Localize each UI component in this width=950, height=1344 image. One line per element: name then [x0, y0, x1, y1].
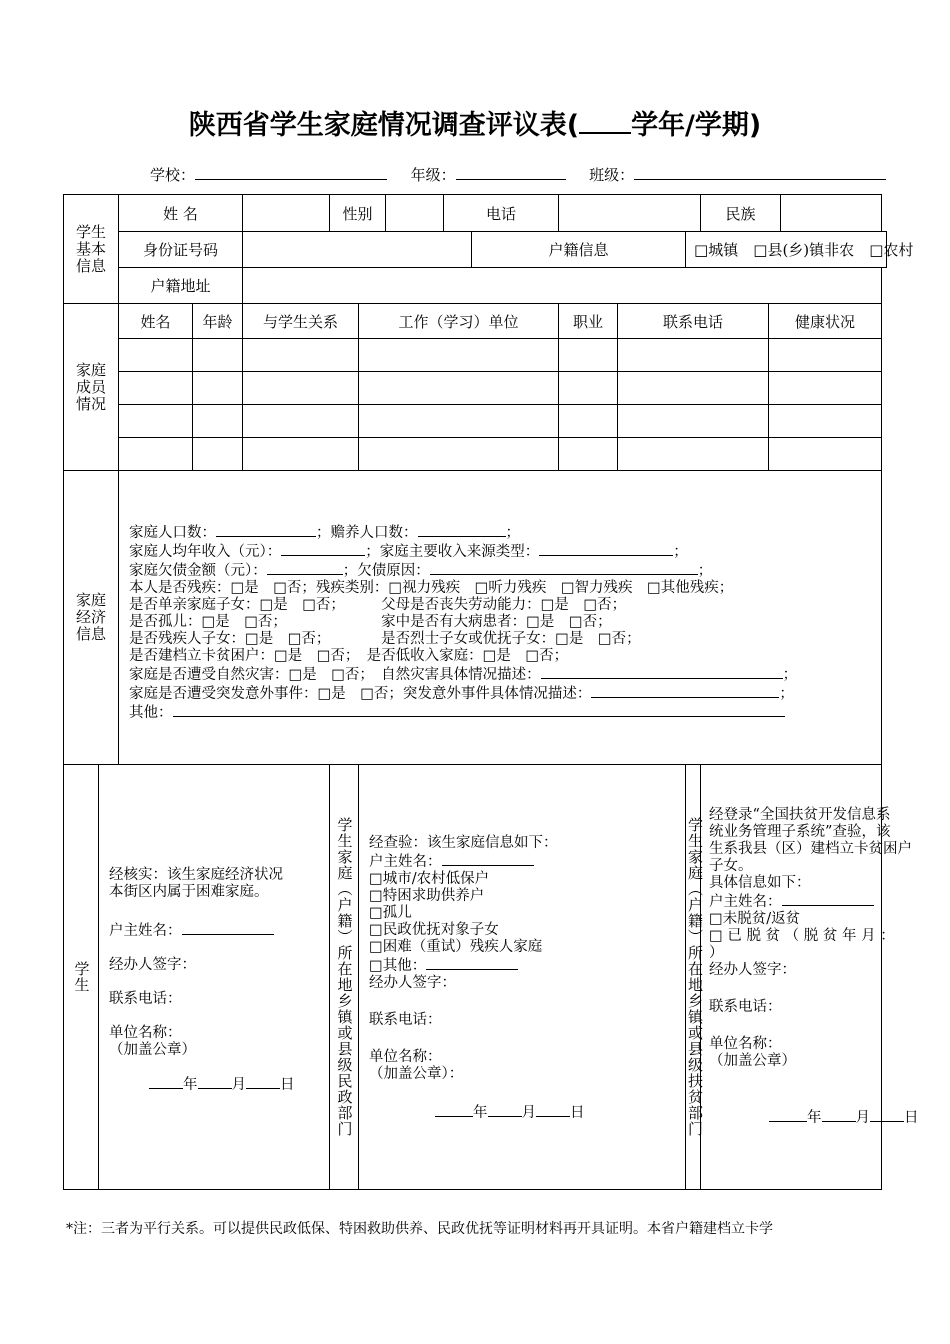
disaster-desc-field[interactable]	[541, 665, 783, 679]
hukou-opt-urban[interactable]: 城镇	[708, 241, 739, 259]
basic-row-1	[64, 195, 887, 232]
civil-col-label: 学生家庭（户籍）所在地乡镇或县级民政部门	[330, 765, 359, 1190]
grade-label: 年级：	[410, 166, 456, 184]
certification-row	[64, 765, 887, 1190]
table-row	[64, 372, 887, 405]
income-source-field[interactable]	[539, 542, 673, 556]
phone-cell[interactable]	[559, 195, 701, 232]
civil-owner-field[interactable]	[442, 852, 534, 866]
name-cell[interactable]	[243, 195, 330, 232]
hukou-opt-rural[interactable]: 农村	[883, 241, 914, 259]
civil-cert-block: 经查验：该生家庭信息如下： 户主姓名： □城市/农村低保户 □特困求助供养户 □孤儿 □民政优抚对象子女 □困难（重试）残疾人家庭 □其他： 经办人签字： 联系电话： 单位名称： （加盖公章）： 年 月 日	[359, 765, 686, 1190]
footnote: *注：三者为平行关系。可以提供民政低保、特困救助供养、民政优抚等证明材料再开具证明。本省户籍建档立卡学	[66, 1221, 773, 1237]
ethnicity-cell[interactable]	[781, 195, 882, 232]
school-field[interactable]	[195, 165, 387, 180]
hukou-options[interactable]: □城镇 □县(乡)镇非农 □农村	[686, 232, 887, 268]
disability-line[interactable]: 本人是否残疾：□是 □否；残疾类别：□视力残疾 □听力残疾 □智力残疾 □其他残疾；	[129, 580, 734, 596]
survey-form-table	[63, 194, 919, 1190]
table-row	[64, 438, 887, 471]
single-parent-line[interactable]: 是否单亲家庭子女：□是 □否； 父母是否丧失劳动能力：□是 □否；	[129, 597, 627, 613]
poverty-cert-block: 经登录“全国扶贫开发信息系 统业务管理子系统”查验，该 生系我县（区）建档立卡贫困户 子女。 具体信息如下： 户主姓名： □未脱贫/返贫 □ 已 脱 贫 （ 脱 贫 年 月 ： ） 经办人签字： 联系电话： 单位名称： （加盖公章） 年 月 日	[701, 765, 882, 1190]
table-row	[64, 405, 887, 438]
family-col-relation: 与学生关系	[243, 304, 359, 339]
phone-label: 电话	[444, 195, 559, 232]
disabled-parent-line[interactable]: 是否残疾人子女：□是 □否； 是否烈士子女或优抚子女：□是 □否；	[129, 631, 641, 647]
ethnicity-label: 民族	[701, 195, 781, 232]
class-label: 班级：	[589, 166, 635, 184]
name-label: 姓 名	[119, 195, 243, 232]
family-col-age: 年龄	[193, 304, 243, 339]
civil-other-field[interactable]	[426, 956, 518, 970]
school-label: 学校：	[150, 166, 196, 184]
id-cell[interactable]	[243, 232, 472, 268]
basic-section-label: 学生基本信息	[64, 195, 119, 304]
income-field[interactable]	[281, 542, 365, 556]
household-size-field[interactable]	[216, 523, 316, 537]
id-label: 身份证号码	[119, 232, 243, 268]
year-blank[interactable]	[579, 110, 631, 134]
gender-label: 性别	[330, 195, 386, 232]
grade-field[interactable]	[456, 165, 566, 180]
street-owner-field[interactable]	[182, 921, 274, 935]
family-col-job: 职业	[559, 304, 618, 339]
economy-content: 家庭人口数： ；赡养人口数： ； 家庭人均年收入（元）： ；家庭主要收入来源类型： ； 家庭欠债金额（元）： ；欠债原因： ； 本人是否残疾：□是 □否；残疾类别：□视力残疾 □听力残疾 □智力残疾 □其他残疾； 是否单亲家庭子女：□是 □否； 父母是否丧失劳动能力：□是 □否； 是否孤儿：□是 □否； 家中是否有大病患者：□是 □否； 是否残疾人子女：□是 □否； 是否烈士子女或优抚子女：□是 □否； 是否建档立卡贫困户：□是 □否； 是否低收入家庭：□是 □否； 家庭是否遭受自然灾害：□是 □否； 自然灾害具体情况描述： ； 家庭是否遭受突发意外事件：□是 □否；突发意外事件具体情况描述： ； 其他：	[119, 471, 882, 765]
family-col-health: 健康状况	[769, 304, 882, 339]
street-cert-block: 经核实：该生家庭经济状况 本街区内属于困难家庭。 户主姓名： 经办人签字： 联系电话： 单位名称： （加盖公章） 年 月 日	[99, 765, 330, 1190]
hukou-addr-cell[interactable]	[243, 268, 882, 304]
debt-field[interactable]	[267, 561, 343, 575]
student-col-label: 学生	[64, 765, 99, 1190]
class-field[interactable]	[634, 165, 886, 180]
page-title: 陕西省学生家庭情况调查评议表( 学年/学期)	[188, 110, 762, 141]
poverty-line[interactable]: 是否建档立卡贫困户：□是 □否； 是否低收入家庭：□是 □否；	[129, 648, 569, 664]
family-col-workplace: 工作（学习）单位	[359, 304, 559, 339]
orphan-line[interactable]: 是否孤儿：□是 □否； 家中是否有大病患者：□是 □否；	[129, 614, 612, 630]
family-col-phone: 联系电话	[618, 304, 769, 339]
poverty-col-label: 学生家庭（户籍）所在地乡镇或县级扶贫部门	[686, 765, 701, 1190]
hukou-info-label: 户籍信息	[472, 232, 686, 268]
meta-line	[150, 164, 886, 185]
hukou-addr-label: 户籍地址	[119, 268, 243, 304]
poverty-owner-field[interactable]	[782, 892, 874, 906]
family-header-row	[64, 304, 887, 339]
basic-row-2	[64, 232, 887, 268]
table-row	[64, 339, 887, 372]
economy-section-label: 家庭经济信息	[64, 471, 119, 765]
accident-desc-field[interactable]	[591, 684, 779, 698]
other-field[interactable]	[173, 703, 785, 717]
dependents-field[interactable]	[418, 523, 506, 537]
basic-row-3	[64, 268, 887, 304]
debt-reason-field[interactable]	[430, 561, 698, 575]
family-section-label: 家庭成员情况	[64, 304, 119, 471]
gender-cell[interactable]	[386, 195, 444, 232]
family-col-name: 姓名	[119, 304, 193, 339]
economy-row	[64, 471, 887, 765]
hukou-opt-county[interactable]: 县(乡)镇非农	[767, 241, 855, 259]
